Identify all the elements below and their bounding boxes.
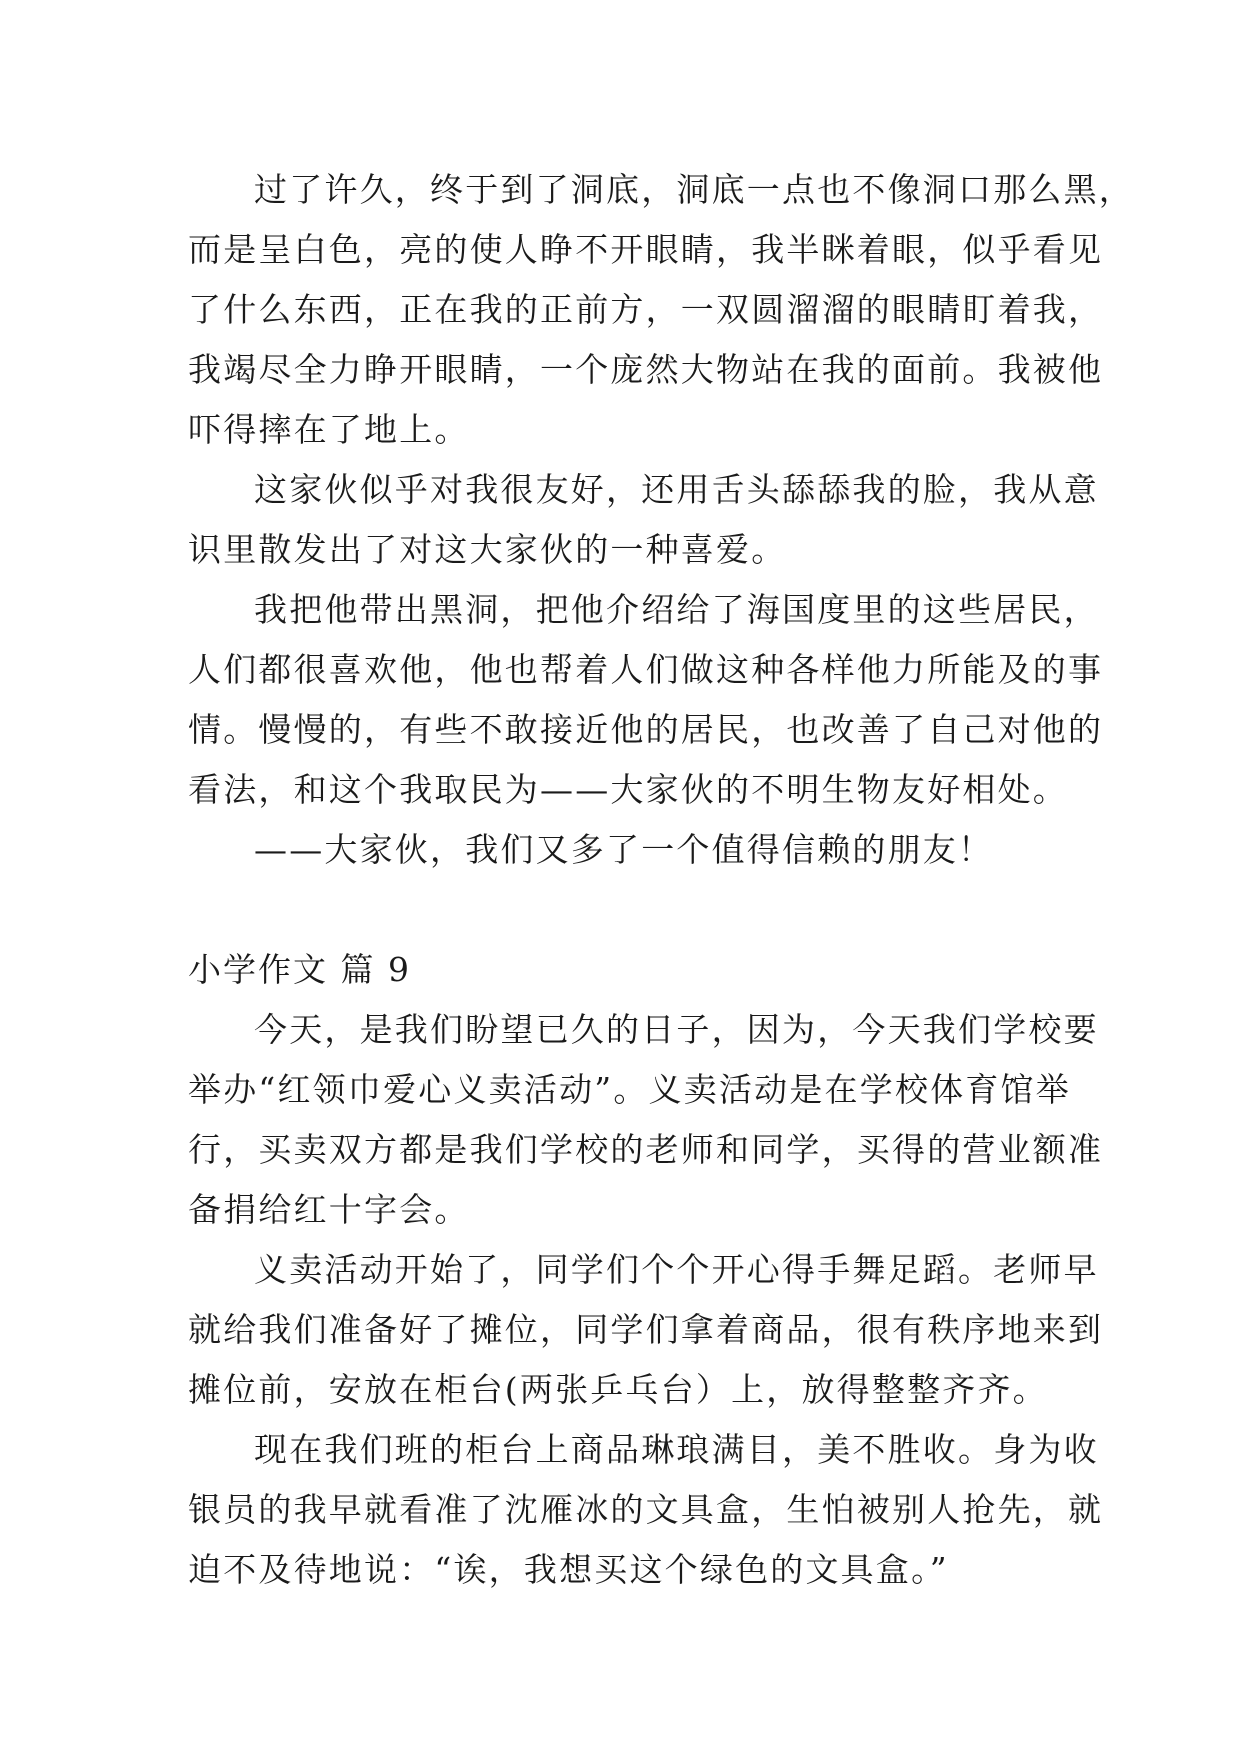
paragraph-sale-begins	[188, 1240, 1104, 1420]
paragraph-bring-out	[188, 580, 1104, 820]
text-line: 情。慢慢的，有些不敢接近他的居民，也改善了自己对他的	[188, 710, 1104, 749]
text-line: ——大家伙，我们又多了一个值得信赖的朋友！	[254, 830, 994, 869]
text-line: 吓得摔在了地上。	[188, 410, 470, 449]
text-line: 备捐给红十字会。	[188, 1190, 470, 1229]
text-line: 举办“红领巾爱心义卖活动”。义卖活动是在学校体育馆举	[188, 1070, 1071, 1109]
essay-continuation	[188, 160, 1134, 880]
text-line: 这家伙似乎对我很友好，还用舌头舔舔我的脸，我从意	[254, 470, 1099, 509]
paragraph-hole-bottom	[188, 160, 1134, 460]
text-line: 就给我们准备好了摊位，同学们拿着商品，很有秩序地来到	[188, 1310, 1104, 1349]
paragraph-conclusion	[188, 820, 1068, 880]
text-line: 我把他带出黑洞，把他介绍给了海国度里的这些居民，	[254, 590, 1099, 629]
essay-charity-sale	[188, 1000, 1104, 1600]
text-line: 了什么东西，正在我的正前方，一双圆溜溜的眼睛盯着我，	[188, 290, 1104, 329]
text-line: 看法，和这个我取民为——大家伙的不明生物友好相处。	[188, 770, 1068, 809]
text-line: 今天，是我们盼望已久的日子，因为，今天我们学校要	[254, 1010, 1099, 1049]
document-page	[188, 160, 1134, 1600]
text-line: 识里散发出了对这大家伙的一种喜爱。	[188, 530, 787, 569]
text-line: 人们都很喜欢他，他也帮着人们做这种各样他力所能及的事	[188, 650, 1104, 689]
essay-heading: 小学作文 篇 9	[188, 950, 411, 989]
text-line: 行，买卖双方都是我们学校的老师和同学，买得的营业额准	[188, 1130, 1104, 1169]
paragraph-intro	[188, 1000, 1104, 1240]
text-line: 银员的我早就看准了沈雁冰的文具盒，生怕被别人抢先，就	[188, 1490, 1104, 1529]
paragraph-friendly-creature	[188, 460, 1099, 580]
paragraph-cashier	[188, 1420, 1104, 1600]
text-line: 过了许久，终于到了洞底，洞底一点也不像洞口那么黑，	[254, 170, 1134, 209]
text-line: 现在我们班的柜台上商品琳琅满目，美不胜收。身为收	[254, 1430, 1099, 1469]
text-line: 我竭尽全力睁开眼睛，一个庞然大物站在我的面前。我被他	[188, 350, 1104, 389]
text-line: 而是呈白色，亮的使人睁不开眼睛，我半眯着眼，似乎看见	[188, 230, 1104, 269]
text-line: 义卖活动开始了，同学们个个开心得手舞足蹈。老师早	[254, 1250, 1099, 1289]
text-line: 迫不及待地说：“诶，我想买这个绿色的文具盒。”	[188, 1550, 949, 1589]
text-line: 摊位前，安放在柜台(两张乒乓台）上，放得整整齐齐。	[188, 1370, 1048, 1409]
